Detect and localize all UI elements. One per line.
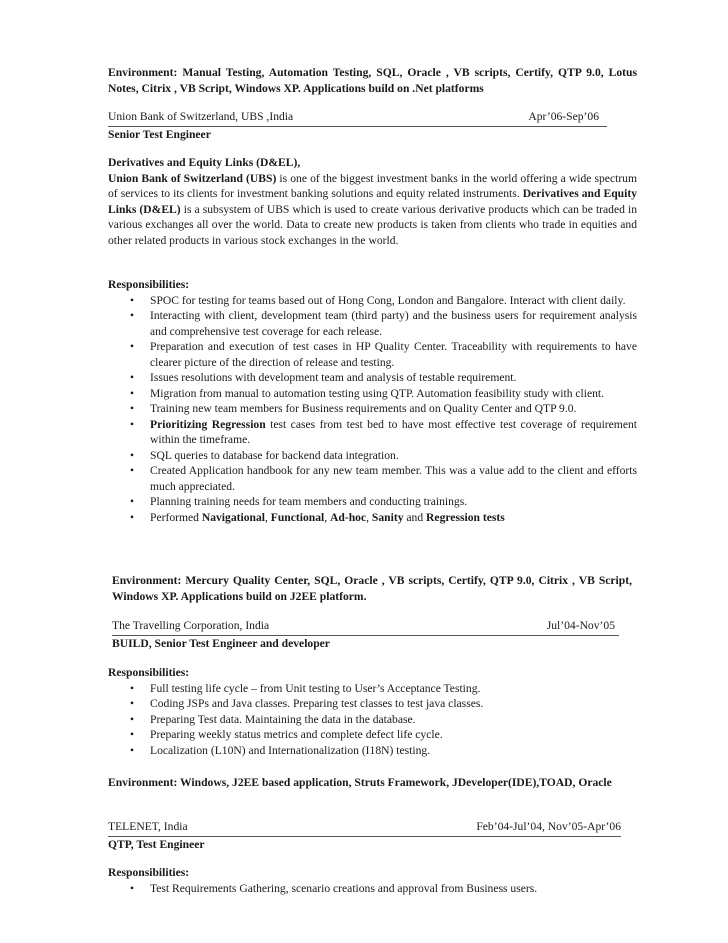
job-2-resp-list (108, 681, 637, 759)
desc-text-1: is one of the biggest investment banks in the world offering a wide spectrum of services to its clients for investment banking solutions and equity related instruments. (108, 171, 637, 200)
job-1-header (108, 109, 607, 142)
job-3-header (108, 819, 621, 852)
job-1-resp-list (108, 293, 637, 526)
list-item: • Coding JSPs and Java classes. Preparing test classes to test java classes. (150, 696, 637, 712)
bold-term: Prioritizing Regression (150, 417, 266, 431)
list-item: • Migration from manual to automation testing using QTP. Automation feasibility study with client. (150, 386, 637, 402)
list-item (150, 510, 637, 526)
list-item: • Planning training needs for team members and conducting trainings. (150, 494, 637, 510)
list-item: • Created Application handbook for any new team member. This was a value add to the client and efforts much appreciated. (150, 463, 637, 494)
job-2-responsibilities (108, 665, 637, 758)
list-item: • SQL queries to database for backend data integration. (150, 448, 637, 464)
responsibilities-heading: Responsibilities: (108, 278, 190, 291)
job-1-dates: Apr’06-Sep’06 (528, 110, 599, 123)
job-2-company: The Travelling Corporation, India (112, 619, 270, 632)
item-text: , (264, 510, 271, 524)
job-2-title: BUILD, Senior Test Engineer and developer (112, 636, 330, 650)
bold-term: Functional (270, 510, 325, 524)
job-1-desc-text (108, 171, 637, 249)
list-item: • Preparing weekly status metrics and complete defect life cycle. (150, 727, 637, 743)
item-text: , (366, 510, 372, 524)
item-text: Performed (150, 510, 202, 524)
job-1-project: Derivatives and Equity Links (D&EL), (108, 156, 301, 169)
job-1-title: Senior Test Engineer (108, 127, 211, 141)
job-1-description (108, 155, 637, 248)
list-item: • Preparing Test data. Maintaining the data in the database. (150, 712, 637, 728)
list-item: • Localization (L10N) and Internationalization (I18N) testing. (150, 743, 637, 759)
list-item: • Preparation and execution of test cases in HP Quality Center. Traceability with requirements to have clearer picture of the direction of release and testing. (150, 339, 637, 370)
job-2-company-row (112, 618, 619, 636)
job-1-company-row (108, 109, 607, 127)
responsibilities-heading: Responsibilities: (108, 666, 190, 679)
bold-term: Ad-hoc (330, 510, 367, 524)
environment-1: Environment: Manual Testing, Automation Testing, SQL, Oracle , VB scripts, Certify, QTP 9.0, Lotus Notes, Citrix , VB Script, Windows XP. Applications build on .Net platforms (108, 66, 637, 95)
desc-bold-1: Union Bank of Switzerland (UBS) (108, 171, 277, 185)
job-3-dates: Feb’04-Jul’04, Nov’05-Apr’06 (476, 820, 621, 833)
item-text: and (403, 510, 427, 524)
list-item: • Interacting with client, development team (third party) and the business users for requirement analysis and comprehensive test coverage for each release. (150, 308, 637, 339)
job-3-company: TELENET, India (108, 820, 188, 833)
list-item (150, 417, 637, 448)
job-3-responsibilities (108, 865, 637, 896)
list-item: • Test Requirements Gathering, scenario creations and approval from Business users. (150, 881, 637, 897)
job-2-dates: Jul’04-Nov’05 (546, 619, 615, 632)
list-item: • Issues resolutions with development team and analysis of testable requirement. (150, 370, 637, 386)
item-text: , (324, 510, 331, 524)
bold-term: Sanity (371, 510, 404, 524)
job-1-responsibilities (108, 277, 637, 525)
environment-2: Environment: Mercury Quality Center, SQL, Oracle , VB scripts, Certify, QTP 9.0, Citrix , VB Script, Windows XP. Applications build on J2EE platform. (112, 574, 632, 603)
job-1-company: Union Bank of Switzerland, UBS ,India (108, 110, 294, 123)
job-3-title: QTP, Test Engineer (108, 837, 205, 851)
item-text: test cases from test bed to have most effective test coverage of requirement within the timeframe. (150, 417, 637, 446)
job-3-resp-list (108, 881, 637, 897)
job-2-header (112, 618, 619, 651)
job-3-company-row (108, 819, 621, 837)
desc-text-2: is a subsystem of UBS which is used to create various derivative products which can be traded in various exchanges all over the world. Data to create new products is taken from clients who trade in equities and other related products in various stock exchanges in the world. (108, 202, 637, 247)
responsibilities-heading: Responsibilities: (108, 866, 190, 879)
list-item: • Full testing life cycle – from Unit testing to User’s Acceptance Testing. (150, 681, 637, 697)
desc-bold-2: Derivatives and Equity Links (D&EL) (108, 187, 637, 216)
environment-3: Environment: Windows, J2EE based application, Struts Framework, JDeveloper(IDE),TOAD, Oracle (108, 776, 612, 789)
bold-term: Navigational (201, 510, 265, 524)
bold-term: Regression tests (426, 510, 505, 524)
list-item: • Training new team members for Business requirements and on Quality Center and QTP 9.0. (150, 401, 637, 417)
list-item: • SPOC for testing for teams based out of Hong Cong, London and Bangalore. Interact with client daily. (150, 293, 637, 309)
